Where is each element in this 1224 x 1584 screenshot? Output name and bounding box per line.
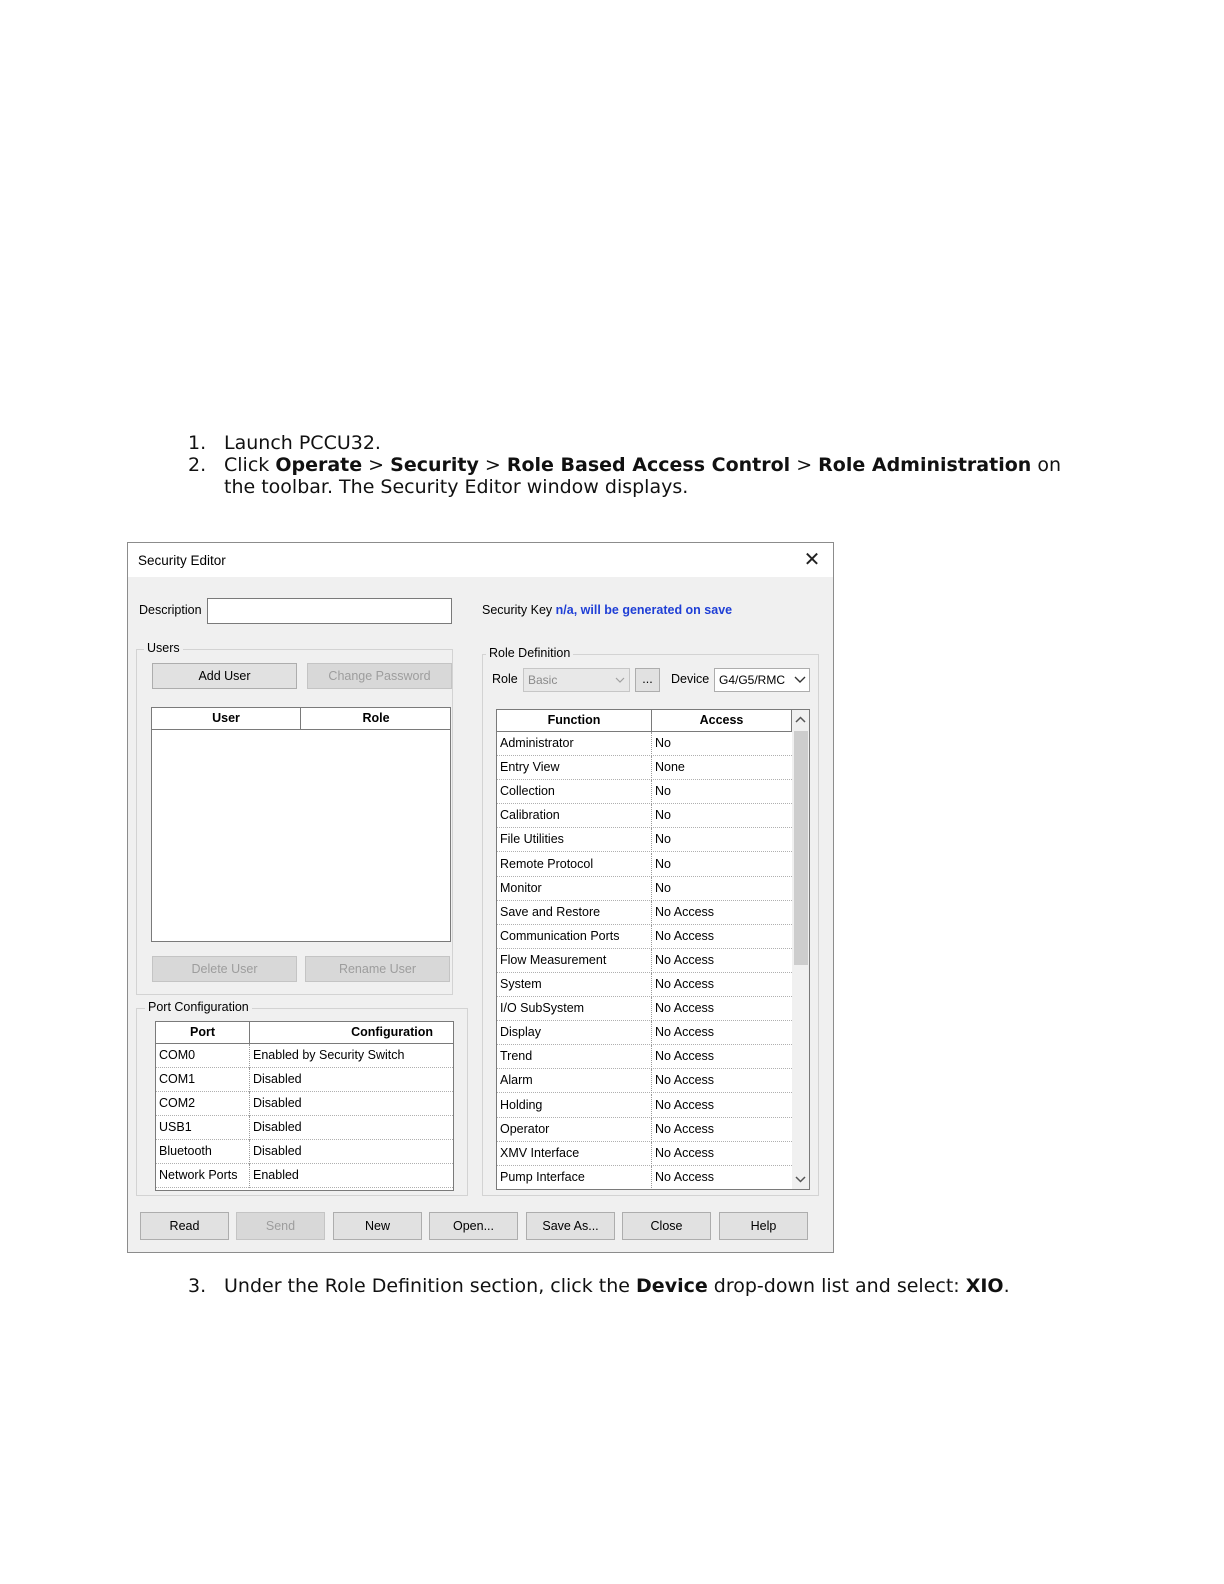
function-cell: System: [497, 973, 652, 997]
role-browse-button[interactable]: ...: [635, 668, 660, 692]
table-row[interactable]: [497, 828, 792, 852]
window-title: Security Editor: [138, 553, 226, 568]
access-cell[interactable]: No Access: [655, 1049, 715, 1064]
role-definition-group-title: Role Definition: [486, 646, 573, 660]
table-row[interactable]: [497, 925, 792, 949]
access-cell[interactable]: No: [655, 784, 671, 799]
device-label: Device: [671, 672, 710, 686]
table-row[interactable]: [497, 756, 792, 780]
security-editor-dialog: [127, 542, 834, 1253]
access-cell[interactable]: No: [655, 856, 671, 871]
table-row[interactable]: [156, 1044, 453, 1068]
table-row[interactable]: [156, 1116, 453, 1140]
table-row[interactable]: [156, 1068, 453, 1092]
change-password-button[interactable]: Change Password: [307, 663, 452, 689]
step-number: 2.: [188, 454, 207, 476]
send-button[interactable]: Send: [236, 1212, 325, 1240]
function-cell: Administrator: [497, 732, 652, 756]
table-row[interactable]: [497, 804, 792, 828]
step-text: Under the Role Definition section, click the Device drop-down list and select: XIO.: [224, 1275, 1010, 1297]
chevron-down-icon: [793, 669, 807, 691]
table-row[interactable]: [497, 1118, 792, 1142]
function-cell: Save and Restore: [497, 901, 652, 925]
column-header-access[interactable]: Access: [652, 710, 792, 732]
title-bar: [128, 543, 833, 577]
port-cell: COM2: [156, 1092, 250, 1116]
function-cell: Collection: [497, 780, 652, 804]
function-cell: Operator: [497, 1118, 652, 1142]
function-cell: File Utilities: [497, 828, 652, 852]
access-cell[interactable]: No: [655, 736, 671, 750]
function-cell: XMV Interface: [497, 1142, 652, 1166]
table-row[interactable]: [497, 901, 792, 925]
table-row[interactable]: [497, 997, 792, 1021]
table-row[interactable]: [497, 1069, 792, 1093]
configuration-cell[interactable]: Enabled by Security Switch: [253, 1048, 405, 1062]
function-cell: Pump Interface: [497, 1166, 652, 1190]
configuration-cell[interactable]: Disabled: [253, 1120, 302, 1134]
description-label: Description: [139, 603, 202, 617]
close-icon[interactable]: ✕: [803, 549, 821, 571]
table-row[interactable]: [497, 732, 792, 756]
access-cell[interactable]: No Access: [655, 1025, 715, 1040]
rename-user-button[interactable]: Rename User: [305, 956, 450, 982]
port-cell: Network Ports: [156, 1164, 250, 1188]
port-configuration-table[interactable]: [155, 1021, 454, 1191]
scrollbar-thumb[interactable]: [794, 731, 808, 965]
table-row[interactable]: [156, 1092, 453, 1116]
access-cell[interactable]: No Access: [655, 928, 715, 943]
step-number: 1.: [188, 432, 207, 454]
table-row[interactable]: [497, 1021, 792, 1045]
access-cell[interactable]: No Access: [655, 952, 715, 967]
table-row[interactable]: [497, 1166, 792, 1190]
port-cell: COM1: [156, 1068, 250, 1092]
read-button[interactable]: Read: [140, 1212, 229, 1240]
function-cell: Holding: [497, 1094, 652, 1118]
access-cell[interactable]: No Access: [655, 1001, 715, 1016]
open-button[interactable]: Open...: [429, 1212, 518, 1240]
access-cell[interactable]: No Access: [655, 977, 715, 991]
configuration-cell[interactable]: Disabled: [253, 1144, 302, 1158]
configuration-cell[interactable]: Disabled: [253, 1072, 302, 1086]
role-label: Role: [492, 672, 518, 686]
role-functions-table[interactable]: [496, 709, 810, 1190]
scroll-up-icon[interactable]: [794, 714, 807, 726]
table-row[interactable]: [497, 1045, 792, 1069]
security-key-label: Security Key n/a, will be generated on save: [482, 603, 733, 617]
function-cell: Entry View: [497, 756, 652, 780]
function-cell: I/O SubSystem: [497, 997, 652, 1021]
column-header-port[interactable]: Port: [156, 1022, 250, 1044]
access-cell[interactable]: No Access: [655, 904, 715, 919]
save-as-button[interactable]: Save As...: [526, 1212, 615, 1240]
access-cell[interactable]: No Access: [655, 1169, 715, 1184]
access-cell[interactable]: No Access: [655, 1097, 715, 1112]
access-cell[interactable]: No Access: [655, 1145, 715, 1160]
step-text: Click Operate > Security > Role Based Access Control > Role Administration on the toolbar. The Security Editor window displays.: [224, 454, 1062, 498]
chevron-down-icon: [613, 669, 627, 691]
port-configuration-group-title: Port Configuration: [145, 1000, 252, 1014]
function-cell: Trend: [497, 1045, 652, 1069]
table-row[interactable]: [497, 1094, 792, 1118]
configuration-cell[interactable]: Disabled: [253, 1096, 302, 1110]
description-input[interactable]: [207, 598, 452, 624]
access-cell[interactable]: No: [655, 880, 671, 895]
device-value: G4/G5/RMC: [719, 673, 786, 687]
users-table[interactable]: [151, 707, 451, 942]
column-header-function[interactable]: Function: [497, 710, 652, 732]
access-cell[interactable]: No: [655, 832, 671, 847]
table-row[interactable]: [156, 1164, 453, 1188]
scroll-down-icon[interactable]: [794, 1173, 807, 1185]
function-cell: Calibration: [497, 804, 652, 828]
access-cell[interactable]: No Access: [655, 1073, 715, 1088]
close-button[interactable]: Close: [622, 1212, 711, 1240]
role-dropdown[interactable]: [523, 668, 630, 692]
table-row[interactable]: [156, 1140, 453, 1164]
delete-user-button[interactable]: Delete User: [152, 956, 297, 982]
help-button[interactable]: Help: [719, 1212, 808, 1240]
access-cell[interactable]: No: [655, 808, 671, 823]
column-header-configuration[interactable]: Configuration: [250, 1022, 454, 1044]
column-header-role[interactable]: Role: [301, 708, 451, 730]
table-row[interactable]: [497, 973, 792, 997]
function-cell: Monitor: [497, 877, 652, 901]
new-button[interactable]: New: [333, 1212, 422, 1240]
column-header-user[interactable]: User: [152, 708, 301, 730]
port-cell: COM0: [156, 1044, 250, 1068]
role-value: Basic: [528, 673, 558, 687]
security-key-value: n/a, will be generated on save: [555, 603, 733, 617]
function-cell: Remote Protocol: [497, 853, 652, 877]
table-row[interactable]: [497, 853, 792, 877]
port-cell: Bluetooth: [156, 1140, 250, 1164]
function-cell: Flow Measurement: [497, 949, 652, 973]
table-row[interactable]: [497, 877, 792, 901]
configuration-cell[interactable]: Enabled: [253, 1168, 299, 1182]
access-cell[interactable]: None: [655, 760, 685, 775]
table-row[interactable]: [497, 1142, 792, 1166]
function-cell: Alarm: [497, 1069, 652, 1093]
table-row[interactable]: [497, 780, 792, 804]
device-dropdown[interactable]: [714, 668, 810, 692]
step-number: 3.: [188, 1275, 207, 1297]
role-table-scrollbar[interactable]: [792, 710, 809, 1189]
function-cell: Communication Ports: [497, 925, 652, 949]
function-cell: Display: [497, 1021, 652, 1045]
table-row[interactable]: [497, 949, 792, 973]
add-user-button[interactable]: Add User: [152, 663, 297, 689]
port-cell: USB1: [156, 1116, 250, 1140]
users-group-title: Users: [144, 641, 183, 655]
access-cell[interactable]: No Access: [655, 1121, 715, 1136]
step-text: Launch PCCU32.: [224, 432, 381, 454]
